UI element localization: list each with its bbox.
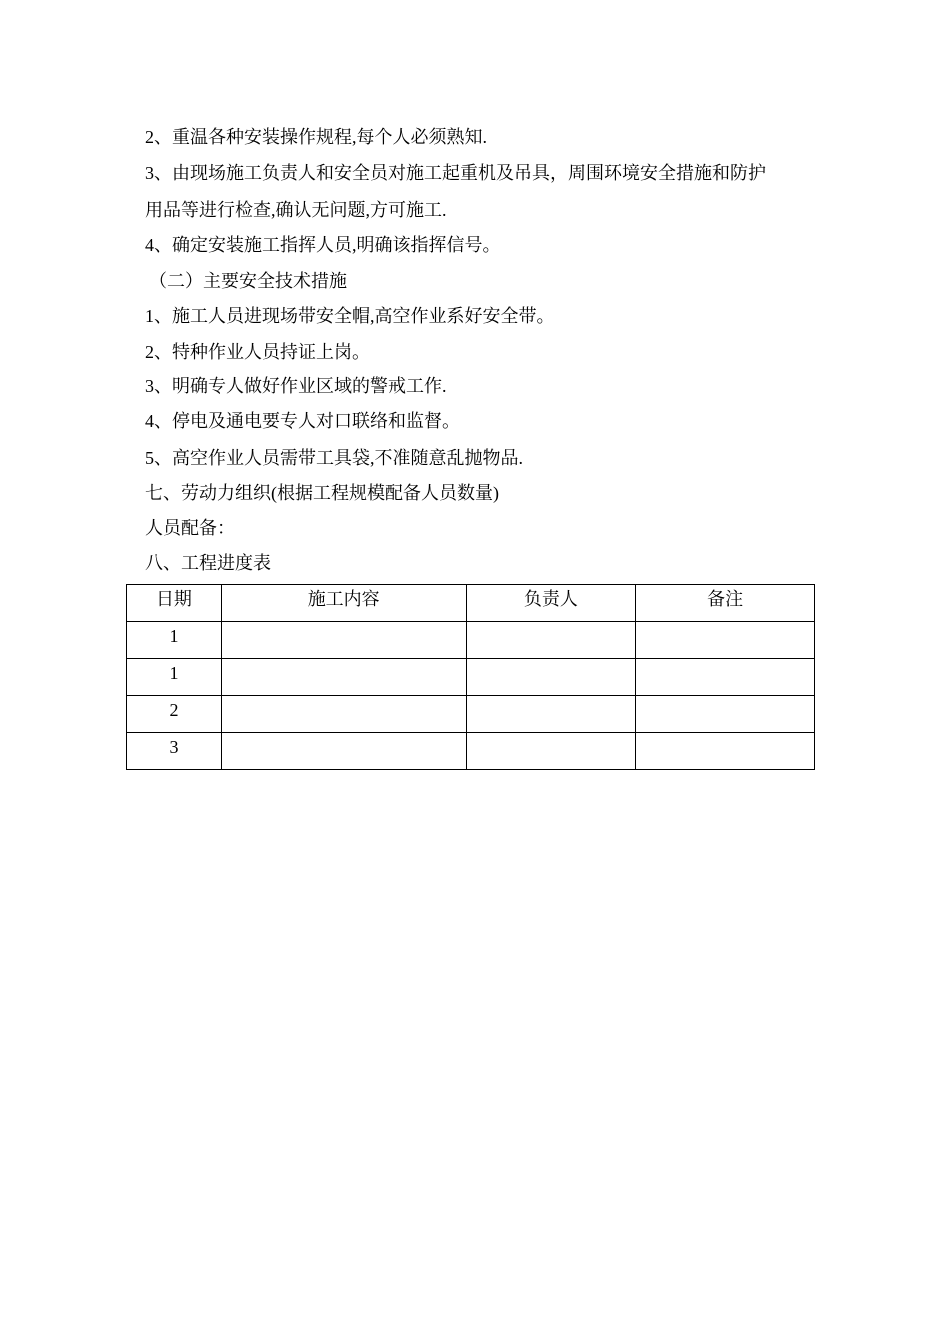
table-row bbox=[127, 733, 815, 770]
table-cell-person-in-charge bbox=[466, 622, 636, 659]
paragraph-tool-bag: 5、高空作业人员需带工具袋,不准随意乱抛物品. bbox=[145, 448, 523, 468]
section-heading-schedule: 八、工程进度表 bbox=[145, 553, 271, 573]
table-row bbox=[127, 696, 815, 733]
header-remarks: 备注 bbox=[636, 585, 815, 622]
table-cell-work-content bbox=[221, 659, 466, 696]
schedule-table bbox=[126, 584, 815, 770]
table-cell-remarks bbox=[636, 696, 815, 733]
table-row bbox=[127, 622, 815, 659]
table-cell-person-in-charge bbox=[466, 733, 636, 770]
table-cell-remarks bbox=[636, 733, 815, 770]
paragraph-helmet-belt: 1、施工人员进现场带安全帽,高空作业系好安全带。 bbox=[145, 306, 555, 326]
table-cell-person-in-charge bbox=[466, 696, 636, 733]
section-heading-safety-measures: （二）主要安全技术措施 bbox=[149, 271, 347, 291]
paragraph-command-personnel: 4、确定安装施工指挥人员,明确该指挥信号。 bbox=[145, 235, 501, 255]
paragraph-warning-zone: 3、明确专人做好作业区域的警戒工作. bbox=[145, 376, 447, 396]
paragraph-install-rules: 2、重温各种安装操作规程,每个人必须熟知. bbox=[145, 127, 487, 147]
paragraph-inspection-line1: 3、由现场施工负责人和安全员对施工起重机及吊具，周围环境安全措施和防护 bbox=[145, 163, 766, 183]
table-cell-person-in-charge bbox=[466, 659, 636, 696]
table-cell-date: 2 bbox=[127, 696, 222, 733]
header-date: 日期 bbox=[127, 585, 222, 622]
paragraph-inspection-line2: 用品等进行检查,确认无问题,方可施工. bbox=[145, 200, 447, 220]
table-row bbox=[127, 659, 815, 696]
header-work-content: 施工内容 bbox=[221, 585, 466, 622]
header-person-in-charge: 负责人 bbox=[466, 585, 636, 622]
table-header-row bbox=[127, 585, 815, 622]
paragraph-certified-workers: 2、特种作业人员持证上岗。 bbox=[145, 342, 370, 362]
table-cell-work-content bbox=[221, 733, 466, 770]
label-staffing: 人员配备： bbox=[145, 518, 235, 538]
table-cell-remarks bbox=[636, 622, 815, 659]
table-cell-date: 1 bbox=[127, 659, 222, 696]
table-cell-work-content bbox=[221, 622, 466, 659]
table-cell-date: 1 bbox=[127, 622, 222, 659]
paragraph-power-coordination: 4、停电及通电要专人对口联络和监督。 bbox=[145, 411, 460, 431]
section-heading-labor-organization: 七、劳动力组织(根据工程规模配备人员数量) bbox=[145, 483, 499, 503]
table-cell-date: 3 bbox=[127, 733, 222, 770]
table-cell-work-content bbox=[221, 696, 466, 733]
table-cell-remarks bbox=[636, 659, 815, 696]
